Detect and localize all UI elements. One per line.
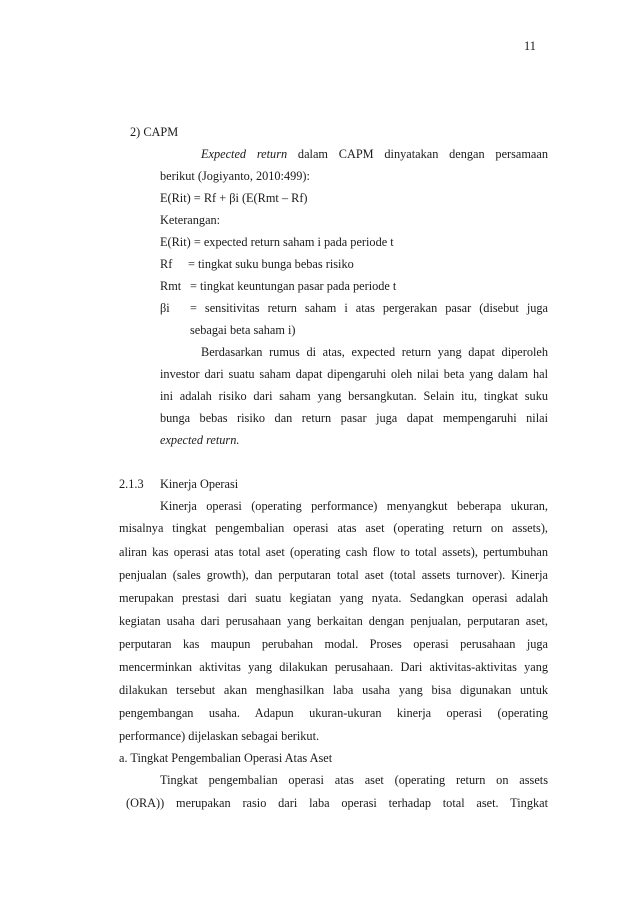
capm-intro-line-2: berikut (Jogiyanto, 2010:499): <box>160 169 310 183</box>
capm-para-line-3: ini adalah risiko dari saham yang bersangkutan. Selain itu, tingkat suku <box>160 389 548 403</box>
subsection-a-line-2: (ORA)) merupakan rasio dari laba operasi terhadap total aset. Tingkat <box>126 796 548 810</box>
def-rf-symbol: Rf <box>160 257 173 271</box>
subsection-a-line-1: Tingkat pengembalian operasi atas aset (operating return on assets <box>160 773 548 787</box>
def-expected-return: E(Rit) = expected return saham i pada periode t <box>160 235 394 249</box>
def-rmt-symbol: Rmt <box>160 279 182 293</box>
section-line-1: Kinerja operasi (operating performance) menyangkut beberapa ukuran, <box>160 499 548 513</box>
page-number: 11 <box>524 39 536 53</box>
section-number: 2.1.3 <box>119 477 144 491</box>
section-line-6: kegiatan usaha dari perusahaan yang berkaitan dengan penjualan, perputaran aset, <box>119 614 548 628</box>
capm-para-line-2: investor dari suatu saham dapat dipengaruhi oleh nilai beta yang dalam hal <box>160 367 548 381</box>
def-beta-cont: sebagai beta saham i) <box>190 323 296 337</box>
section-line-7: perputaran kas maupun perubahan modal. Proses operasi perusahaan juga <box>119 637 548 651</box>
capm-heading: 2) CAPM <box>130 125 179 139</box>
capm-para-line-1: Berdasarkan rumus di atas, expected return yang dapat diperoleh <box>201 345 548 359</box>
section-line-5: merupakan prestasi dari suatu kegiatan yang nyata. Sedangkan operasi adalah <box>119 591 548 605</box>
capm-para-line-4: bunga bebas risiko dan return pasar juga dapat mempengaruhi nilai <box>160 411 548 425</box>
section-title: Kinerja Operasi <box>160 477 239 491</box>
capm-para-line-5: expected return. <box>160 433 240 447</box>
def-rmt-text: = tingkat keuntungan pasar pada periode t <box>190 279 397 293</box>
section-line-9: dilakukan tersebut akan menghasilkan laba usaha yang bisa digunakan untuk <box>119 683 548 697</box>
capm-intro-line-1: Expected return dalam CAPM dinyatakan dengan persamaan <box>201 147 548 161</box>
keterangan-label: Keterangan: <box>160 213 221 227</box>
section-line-4: penjualan (sales growth), dan perputaran total aset (total assets turnover). Kinerja <box>119 568 548 582</box>
subsection-a-heading: a. Tingkat Pengembalian Operasi Atas Aset <box>119 751 333 765</box>
def-beta-text: = sensitivitas return saham i atas pergerakan pasar (disebut juga <box>190 301 548 315</box>
def-rf-text: = tingkat suku bunga bebas risiko <box>188 257 354 271</box>
section-line-3: aliran kas operasi atas total aset (operating cash flow to total assets), pertumbuhan <box>119 545 548 559</box>
capm-formula: E(Rit) = Rf + βi (E(Rmt – Rf) <box>160 191 308 205</box>
section-line-10: pengembangan usaha. Adapun ukuran-ukuran kinerja operasi (operating <box>119 706 548 720</box>
section-line-8: mencerminkan aktivitas yang dilakukan perusahaan. Dari aktivitas-aktivitas yang <box>119 660 548 674</box>
section-line-11: performance) dijelaskan sebagai berikut. <box>119 729 320 743</box>
section-line-2: misalnya tingkat pengembalian operasi atas aset (operating return on assets), <box>119 521 548 535</box>
def-beta-symbol: βi <box>160 301 170 315</box>
